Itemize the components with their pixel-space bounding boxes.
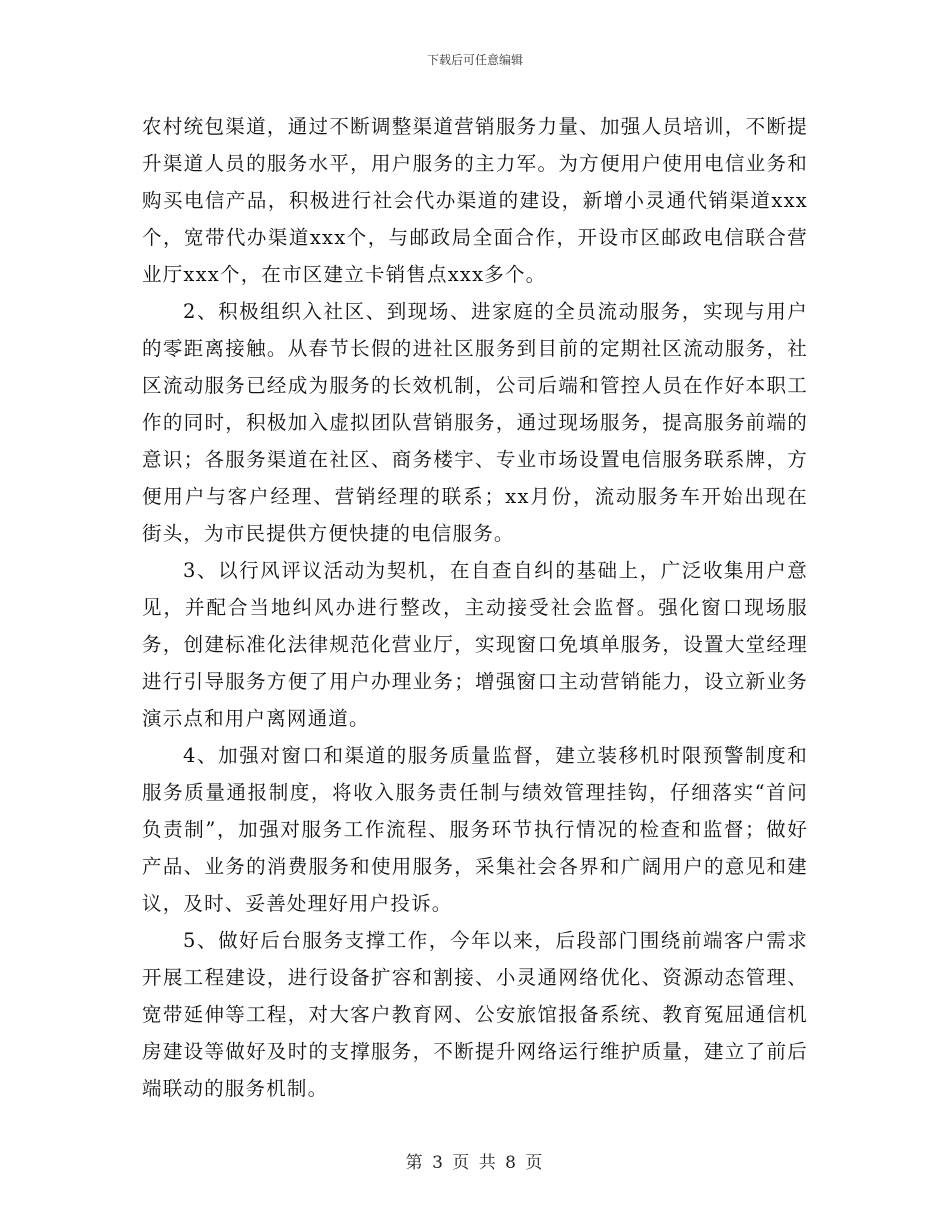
document-body bbox=[142, 108, 808, 1107]
paragraph-continuation: 农村统包渠道，通过不断调整渠道营销服务力量、加强人员培训，不断提升渠道人员的服务水平，用户服务的主力军。为方便用户使用电信业务和购买电信产品，积极进行社会代办渠道的建设，新增小灵通代销渠道xxx个，宽带代办渠道xxx个，与邮政局全面合作，开设市区邮政电信联合营业厅xxx个，在市区建立卡销售点xxx多个。 bbox=[142, 115, 808, 286]
paragraph-item-5: 5、做好后台服务支撑工作，今年以来，后段部门围绕前端客户需求开展工程建设，进行设备扩容和割接、小灵通网络优化、资源动态管理、宽带延伸等工程，对大客户教育网、公安旅馆报备系统、教育冤屈通信机房建设等做好及时的支撑服务，不断提升网络运行维护质量，建立了前后端联动的服务机制。 bbox=[142, 929, 808, 1100]
page-number: 第 3 页 共 8 页 bbox=[405, 1153, 545, 1173]
paragraph-item-3: 3、以行风评议活动为契机，在自查自纠的基础上，广泛收集用户意见，并配合当地纠风办进行整改，主动接受社会监督。强化窗口现场服务，创建标准化法律规范化营业厅，实现窗口免填单服务，设置大堂经理进行引导服务方便了用户办理业务；增强窗口主动营销能力，设立新业务演示点和用户离网通道。 bbox=[142, 559, 808, 730]
page-header-note: 下载后可任意编辑 bbox=[426, 53, 523, 67]
paragraph-item-4: 4、加强对窗口和渠道的服务质量监督，建立装移机时限预警制度和服务质量通报制度，将收入服务责任制与绩效管理挂钩，仔细落实“首问负责制”，加强对服务工作流程、服务环节执行情况的检查和监督；做好产品、业务的消费服务和使用服务，采集社会各界和广阔用户的意见和建议，及时、妥善处理好用户投诉。 bbox=[142, 744, 808, 915]
paragraph-item-2: 2、积极组织入社区、到现场、进家庭的全员流动服务，实现与用户的零距离接触。从春节长假的进社区服务到目前的定期社区流动服务，社区流动服务已经成为服务的长效机制，公司后端和管控人员在作好本职工作的同时，积极加入虚拟团队营销服务，通过现场服务，提高服务前端的意识；各服务渠道在社区、商务楼宇、专业市场设置电信服务联系牌，方便用户与客户经理、营销经理的联系；xx月份，流动服务车开始出现在街头，为市民提供方便快捷的电信服务。 bbox=[142, 300, 808, 545]
